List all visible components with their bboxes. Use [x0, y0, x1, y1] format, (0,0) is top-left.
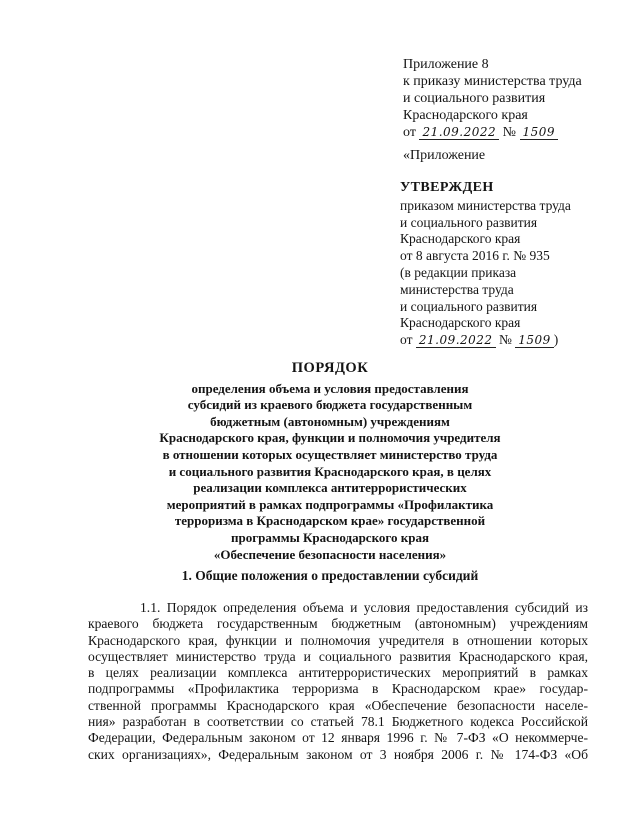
appendix-line: Краснодарского края	[403, 108, 528, 123]
approved-line: и социального развития	[400, 298, 538, 314]
approved-line: министерства труда	[400, 281, 514, 297]
approved-block	[400, 180, 615, 349]
body-line: краевого бюджета государственным бюджетным (автономным) учреждениям	[88, 616, 588, 632]
appendix-date-line	[403, 124, 618, 141]
handwritten-number: 1509	[515, 334, 554, 348]
body-line: ских организациях», Федеральным законом от 3 ноября 2006 г. № 174-ФЗ «Об	[88, 746, 588, 762]
title-line: субсидий из краевого бюджета государственным	[187, 397, 473, 413]
closing-paren: )	[553, 332, 559, 348]
body-line: в целях реализации комплекса антитеррористических мероприятий в рамках	[88, 665, 588, 681]
approved-line: Краснодарского края	[400, 315, 521, 331]
document-title	[150, 360, 510, 563]
body-line: осуществляет министерство труда и социального развития Краснодарского края,	[88, 648, 588, 664]
title-line: реализации комплекса антитеррористических	[193, 480, 467, 496]
quoted-appendix-heading: «Приложение	[403, 148, 486, 163]
title-line: «Обеспечение безопасности населения»	[213, 546, 447, 562]
approved-line: и социального развития	[400, 214, 538, 230]
date-prefix: от	[400, 332, 413, 348]
body-paragraph	[88, 600, 588, 763]
approved-line: от 8 августа 2016 г. № 935	[400, 248, 550, 264]
title-line: и социального развития Краснодарского края, в целях	[168, 463, 492, 479]
handwritten-date: 21.09.2022	[416, 334, 496, 348]
appendix-line: и социального развития	[403, 91, 546, 106]
appendix-line: к приказу министерства труда	[403, 74, 582, 89]
section-heading: 1. Общие положения о предоставлении субсидий	[181, 568, 479, 583]
approved-heading: УТВЕРЖДЕН	[400, 180, 494, 195]
appendix-line: Приложение 8	[403, 57, 489, 72]
title-line: терроризма в Краснодарском крае» государственной	[174, 513, 486, 529]
handwritten-number: 1509	[520, 126, 559, 140]
number-prefix: №	[498, 332, 512, 348]
date-prefix: от	[403, 125, 416, 140]
approved-line: (в редакции приказа	[400, 264, 517, 280]
title-line: мероприятий в рамках подпрограммы «Профилактика	[166, 496, 494, 512]
title-line: Краснодарского края, функции и полномочия учредителя	[159, 430, 501, 446]
body-line: 1.1. Порядок определения объема и условия предоставления субсидий из	[140, 600, 588, 615]
number-prefix: №	[502, 125, 517, 140]
title-line: бюджетным (автономным) учреждениям	[210, 413, 450, 429]
title-line: программы Краснодарского края	[231, 529, 429, 545]
approved-line: Краснодарского края	[400, 231, 521, 247]
handwritten-date: 21.09.2022	[419, 126, 499, 140]
body-line: Краснодарского края, функции и полномочия учредителя в отношении которых	[88, 632, 588, 648]
appendix-block	[403, 56, 618, 141]
body-line: ственной программы Краснодарского края «Обеспечение безопасности населе-	[88, 697, 588, 713]
body-line: ния» разработан в соответствии со статьей 78.1 Бюджетного кодекса Российской	[88, 714, 588, 730]
title-line: в отношении которых осуществляет министерство труда	[162, 446, 498, 462]
body-line: подпрограммы «Профилактика терроризма в Краснодарском крае» государ-	[88, 681, 588, 697]
approved-line: приказом министерства труда	[400, 197, 571, 213]
body-line: Федерации, Федеральным законом от 12 января 1996 г. № 7-ФЗ «О некоммерче-	[88, 730, 588, 746]
title-main: ПОРЯДОК	[291, 360, 369, 376]
approved-date-line	[400, 332, 615, 349]
title-line: определения объема и условия предоставления	[191, 380, 469, 396]
